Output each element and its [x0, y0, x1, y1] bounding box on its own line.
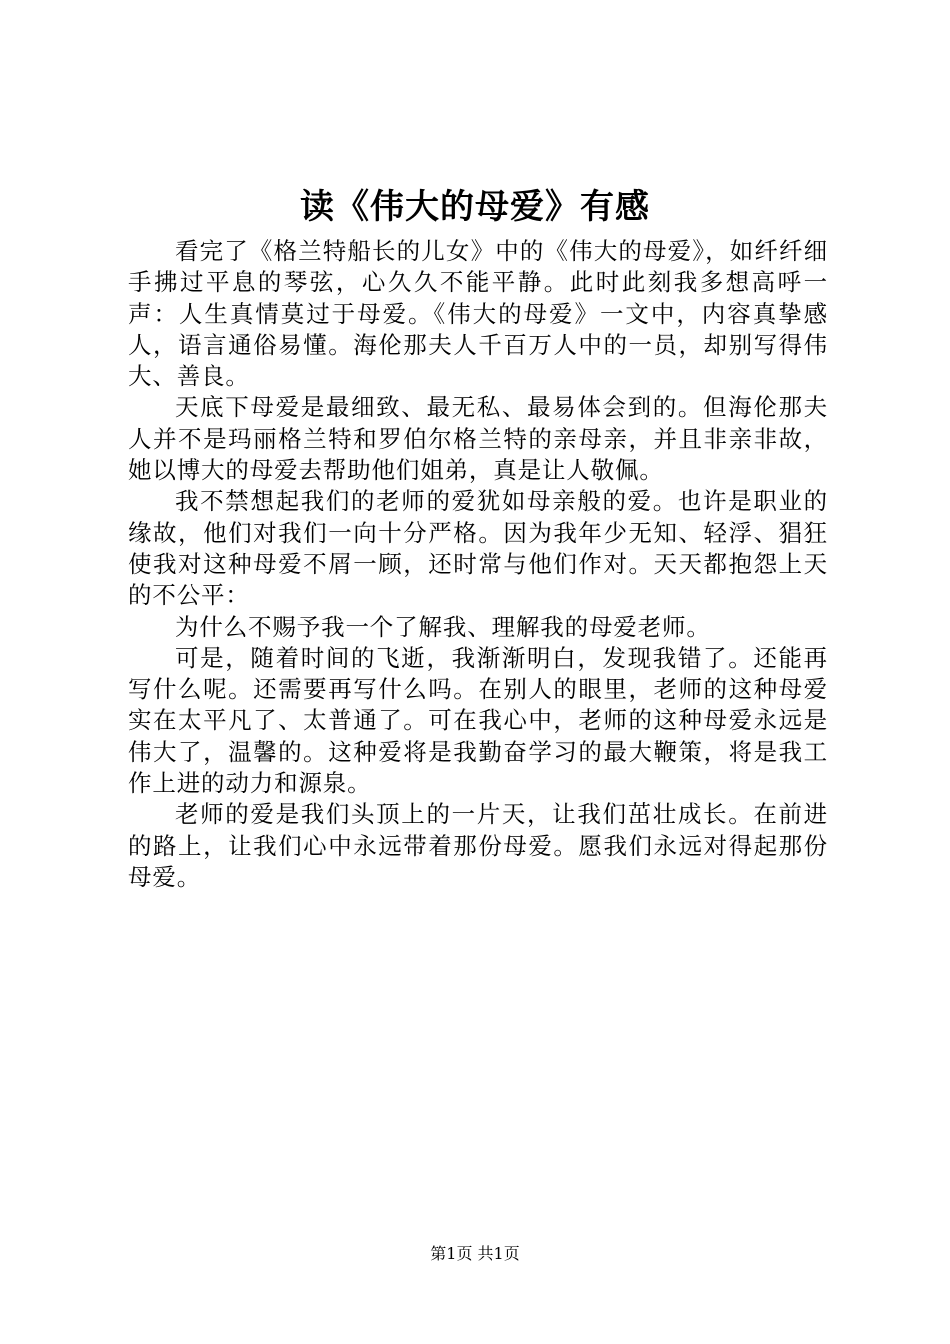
document-title: 读《伟大的母爱》有感 — [300, 187, 650, 227]
paragraph: 天底下母爱是最细致、最无私、最易体会到的。但海伦那夫人并不是玛丽格兰特和罗伯尔格兰特的亲母亲，并且非亲非故，她以博大的母爱去帮助他们姐弟，真是让人敬佩。 — [128, 393, 828, 485]
paragraph: 可是，随着时间的飞逝，我渐渐明白，发现我错了。还能再写什么呢。还需要再写什么吗。在别人的眼里，老师的这种母爱实在太平凡了、太普通了。可在我心中，老师的这种母爱永远是伟大了，温馨的。这种爱将是我勤奋学习的最大鞭策，将是我工作上进的动力和源泉。 — [128, 643, 828, 798]
page-footer: 第1页 共1页 — [430, 1244, 520, 1263]
paragraph: 为什么不赐予我一个了解我、理解我的母爱老师。 — [175, 612, 711, 641]
paragraph: 老师的爱是我们头顶上的一片天，让我们茁壮成长。在前进的路上，让我们心中永远带着那份母爱。愿我们永远对得起那份母爱。 — [128, 800, 828, 891]
document-body — [128, 236, 828, 893]
paragraph: 看完了《格兰特船长的儿女》中的《伟大的母爱》，如纤纤细手拂过平息的琴弦，心久久不能平静。此时此刻我多想高呼一声：人生真情莫过于母爱。《伟大的母爱》一文中，内容真挚感人，语言通俗易懂。海伦那夫人千百万人中的一员，却别写得伟大、善良。 — [128, 237, 828, 391]
paragraph: 我不禁想起我们的老师的爱犹如母亲般的爱。也许是职业的缘故，他们对我们一向十分严格。因为我年少无知、轻浮、猖狂使我对这种母爱不屑一顾，还时常与他们作对。天天都抱怨上天的不公平： — [128, 487, 828, 610]
